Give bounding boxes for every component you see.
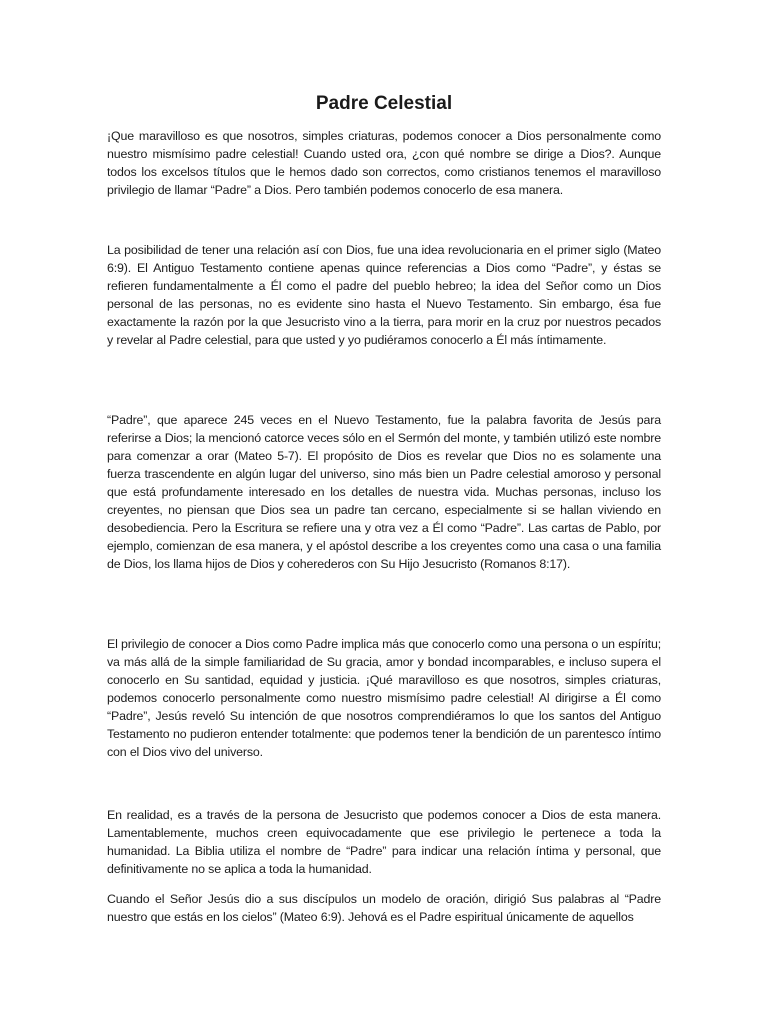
paragraph-1: ¡Que maravilloso es que nosotros, simples criaturas, podemos conocer a Dios personalmente como nuestro mismísimo padre celestial! Cuando usted ora, ¿con qué nombre se dirige a Dios?. Aunque todos los excelsos títulos que le hemos dado son correctos, como cristianos tenemos el maravilloso privilegio de llamar “Padre” a Dios. Pero también podemos conocerlo de esa manera. bbox=[107, 129, 661, 197]
paragraph-6: Cuando el Señor Jesús dio a sus discípulos un modelo de oración, dirigió Sus palabras al “Padre nuestro que estás en los cielos” (Mateo 6:9). Jehová es el Padre espiritual únicamente de aquellos bbox=[107, 892, 661, 924]
paragraph-2: La posibilidad de tener una relación así con Dios, fue una idea revolucionaria en el primer siglo (Mateo 6:9). El Antiguo Testamento contiene apenas quince referencias a Dios como “Padre”, y éstas se refieren fundamentalmente a Él como el padre del pueblo hebreo; la idea del Señor como un Dios personal de las personas, no es evidente sino hasta el Nuevo Testamento. Sin embargo, ésa fue exactamente la razón por la que Jesucristo vino a la tierra, para morir en la cruz por nuestros pecados y revelar al Padre celestial, para que usted y yo pudiéramos conocerlo a Él más íntimamente. bbox=[107, 243, 661, 347]
page-title: Padre Celestial bbox=[315, 93, 453, 114]
paragraph-4: El privilegio de conocer a Dios como Padre implica más que conocerlo como una persona o un espíritu; va más allá de la simple familiaridad de Su gracia, amor y bondad incomparables, e incluso supera el conocerlo en Su santidad, equidad y justicia. ¡Qué maravilloso es que nosotros, simples criaturas, podemos conocerlo personalmente como nuestro mismísimo padre celestial! Al dirigirse a Él como “Padre”, Jesús reveló Su intención de que nosotros comprendiéramos lo que los santos del Antiguo Testamento no pudieron entender totalmente: que podemos tener la bendición de un parentesco íntimo con el Dios vivo del universo. bbox=[107, 637, 661, 759]
paragraph-3: “Padre”, que aparece 245 veces en el Nuevo Testamento, fue la palabra favorita de Jesús para referirse a Dios; la mencionó catorce veces sólo en el Sermón del monte, y también utilizó este nombre para comenzar a orar (Mateo 5-7). El propósito de Dios es revelar que Dios no es solamente una fuerza trascendente en algún lugar del universo, sino más bien un Padre celestial amoroso y personal que está profundamente interesado en los detalles de nuestra vida. Muchas personas, incluso los creyentes, no piensan que Dios sea un padre tan cercano, especialmente si se hallan viviendo en desobediencia. Pero la Escritura se refiere una y otra vez a Él como “Padre”. Las cartas de Pablo, por ejemplo, comienzan de esa manera, y el apóstol describe a los creyentes como una casa o una familia de Dios, los llama hijos de Dios y coherederos con Su Hijo Jesucristo (Romanos 8:17). bbox=[107, 413, 661, 571]
paragraph-5: En realidad, es a través de la persona de Jesucristo que podemos conocer a Dios de esta manera. Lamentablemente, muchos creen equivocadamente que ese privilegio le pertenece a toda la humanidad. La Biblia utiliza el nombre de “Padre” para indicar una relación íntima y personal, que definitivamente no se aplica a toda la humanidad. bbox=[107, 808, 661, 876]
